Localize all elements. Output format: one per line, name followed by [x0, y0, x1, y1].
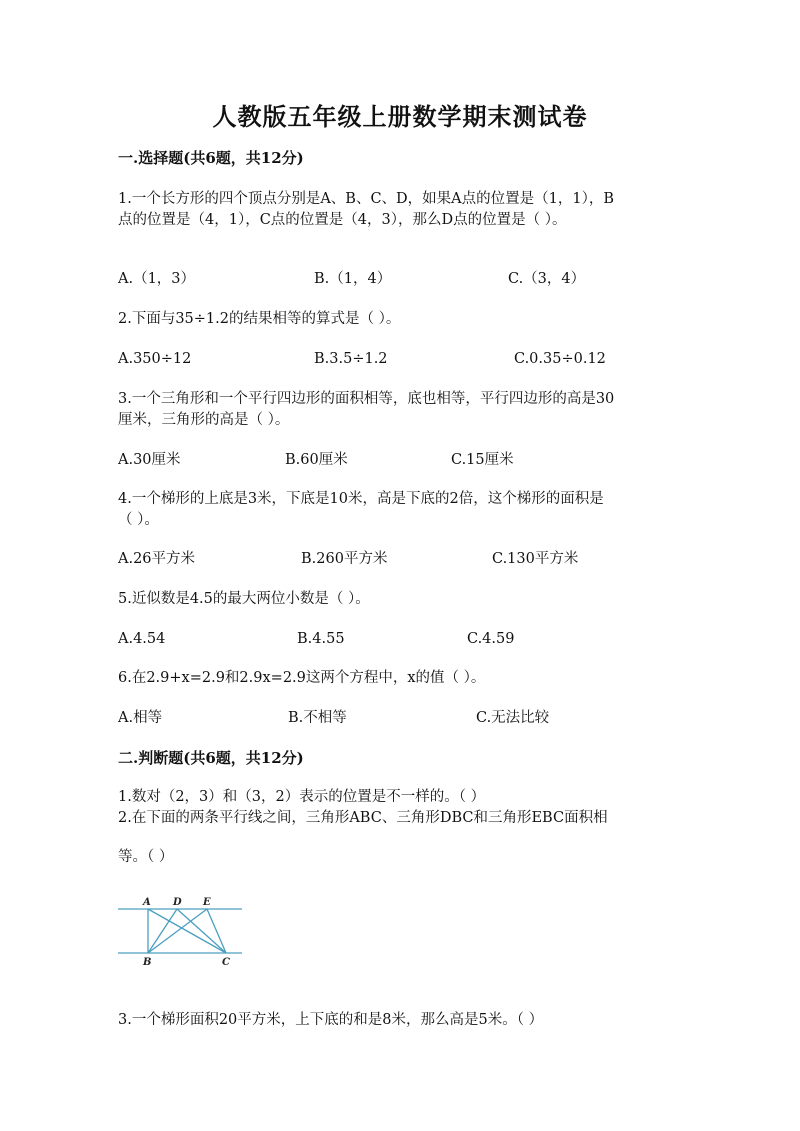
question-4-text-cont: （ ）。 [118, 512, 159, 528]
question-2-option-a: A.350÷12 [118, 351, 192, 367]
label-e: E [203, 897, 211, 908]
segment-eb [148, 909, 207, 953]
question-6-option-a: A.相等 [118, 710, 163, 726]
question-2-option-b: B.3.5÷1.2 [314, 351, 388, 367]
question-1-option-a: A.（1，3） [118, 271, 196, 287]
question-6-option-c: C.无法比较 [476, 710, 550, 726]
question-4-text: 4.一个梯形的上底是3米，下底是10米，高是下底的2倍，这个梯形的面积是 [118, 491, 604, 507]
judgment-2-text-cont: 等。（ ） [118, 849, 174, 865]
question-5-text: 5.近似数是4.5的最大两位小数是（ ）。 [118, 591, 370, 607]
question-6-option-b: B.不相等 [288, 710, 347, 726]
question-3-option-c: C.15厘米 [451, 452, 514, 468]
segment-dc [177, 909, 226, 953]
parallel-lines-triangle-diagram [118, 893, 244, 969]
judgment-1-text: 1.数对（2，3）和（3，2）表示的位置是不一样的。（ ） [118, 789, 486, 805]
question-5-option-c: C.4.59 [467, 631, 515, 647]
question-4-option-a: A.26平方米 [118, 551, 196, 567]
section-heading-judgment: 二.判断题(共6题，共12分) [118, 749, 304, 767]
question-4-option-c: C.130平方米 [492, 551, 579, 567]
segment-ac [148, 909, 226, 953]
question-2-option-c: C.0.35÷0.12 [514, 351, 606, 367]
question-3-text-cont: 厘米，三角形的高是（ ）。 [118, 412, 290, 428]
section-heading-choice: 一.选择题(共6题，共12分) [118, 149, 304, 167]
question-5-option-a: A.4.54 [118, 631, 166, 647]
question-1-option-b: B.（1，4） [314, 271, 392, 287]
question-3-text: 3.一个三角形和一个平行四边形的面积相等，底也相等，平行四边形的高是30 [118, 391, 615, 407]
segment-db [148, 909, 177, 953]
page-title: 人教版五年级上册数学期末测试卷 [212, 102, 588, 131]
question-2-text: 2.下面与35÷1.2的结果相等的算式是（ ）。 [118, 311, 401, 327]
label-c: C [222, 957, 230, 968]
judgment-2-text: 2.在下面的两条平行线之间，三角形ABC、三角形DBC和三角形EBC面积相 [118, 810, 608, 826]
segment-ec [207, 909, 226, 953]
question-6-text: 6.在2.9+x=2.9和2.9x=2.9这两个方程中，x的值（ ）。 [118, 670, 486, 686]
question-3-option-b: B.60厘米 [285, 452, 348, 468]
question-1-text-cont: 点的位置是（4，1），C点的位置是（4，3），那么D点的位置是（ ）。 [118, 212, 567, 228]
judgment-3-text: 3.一个梯形面积20平方米，上下底的和是8米，那么高是5米。（ ） [118, 1012, 544, 1028]
question-3-option-a: A.30厘米 [118, 452, 181, 468]
question-5-option-b: B.4.55 [297, 631, 345, 647]
question-1-option-c: C.（3，4） [508, 271, 586, 287]
label-b: B [143, 957, 152, 968]
label-d: D [173, 897, 182, 908]
question-1-text: 1.一个长方形的四个顶点分别是A、B、C、D，如果A点的位置是（1，1），B [118, 191, 615, 207]
label-a: A [143, 897, 151, 908]
question-4-option-b: B.260平方米 [301, 551, 388, 567]
